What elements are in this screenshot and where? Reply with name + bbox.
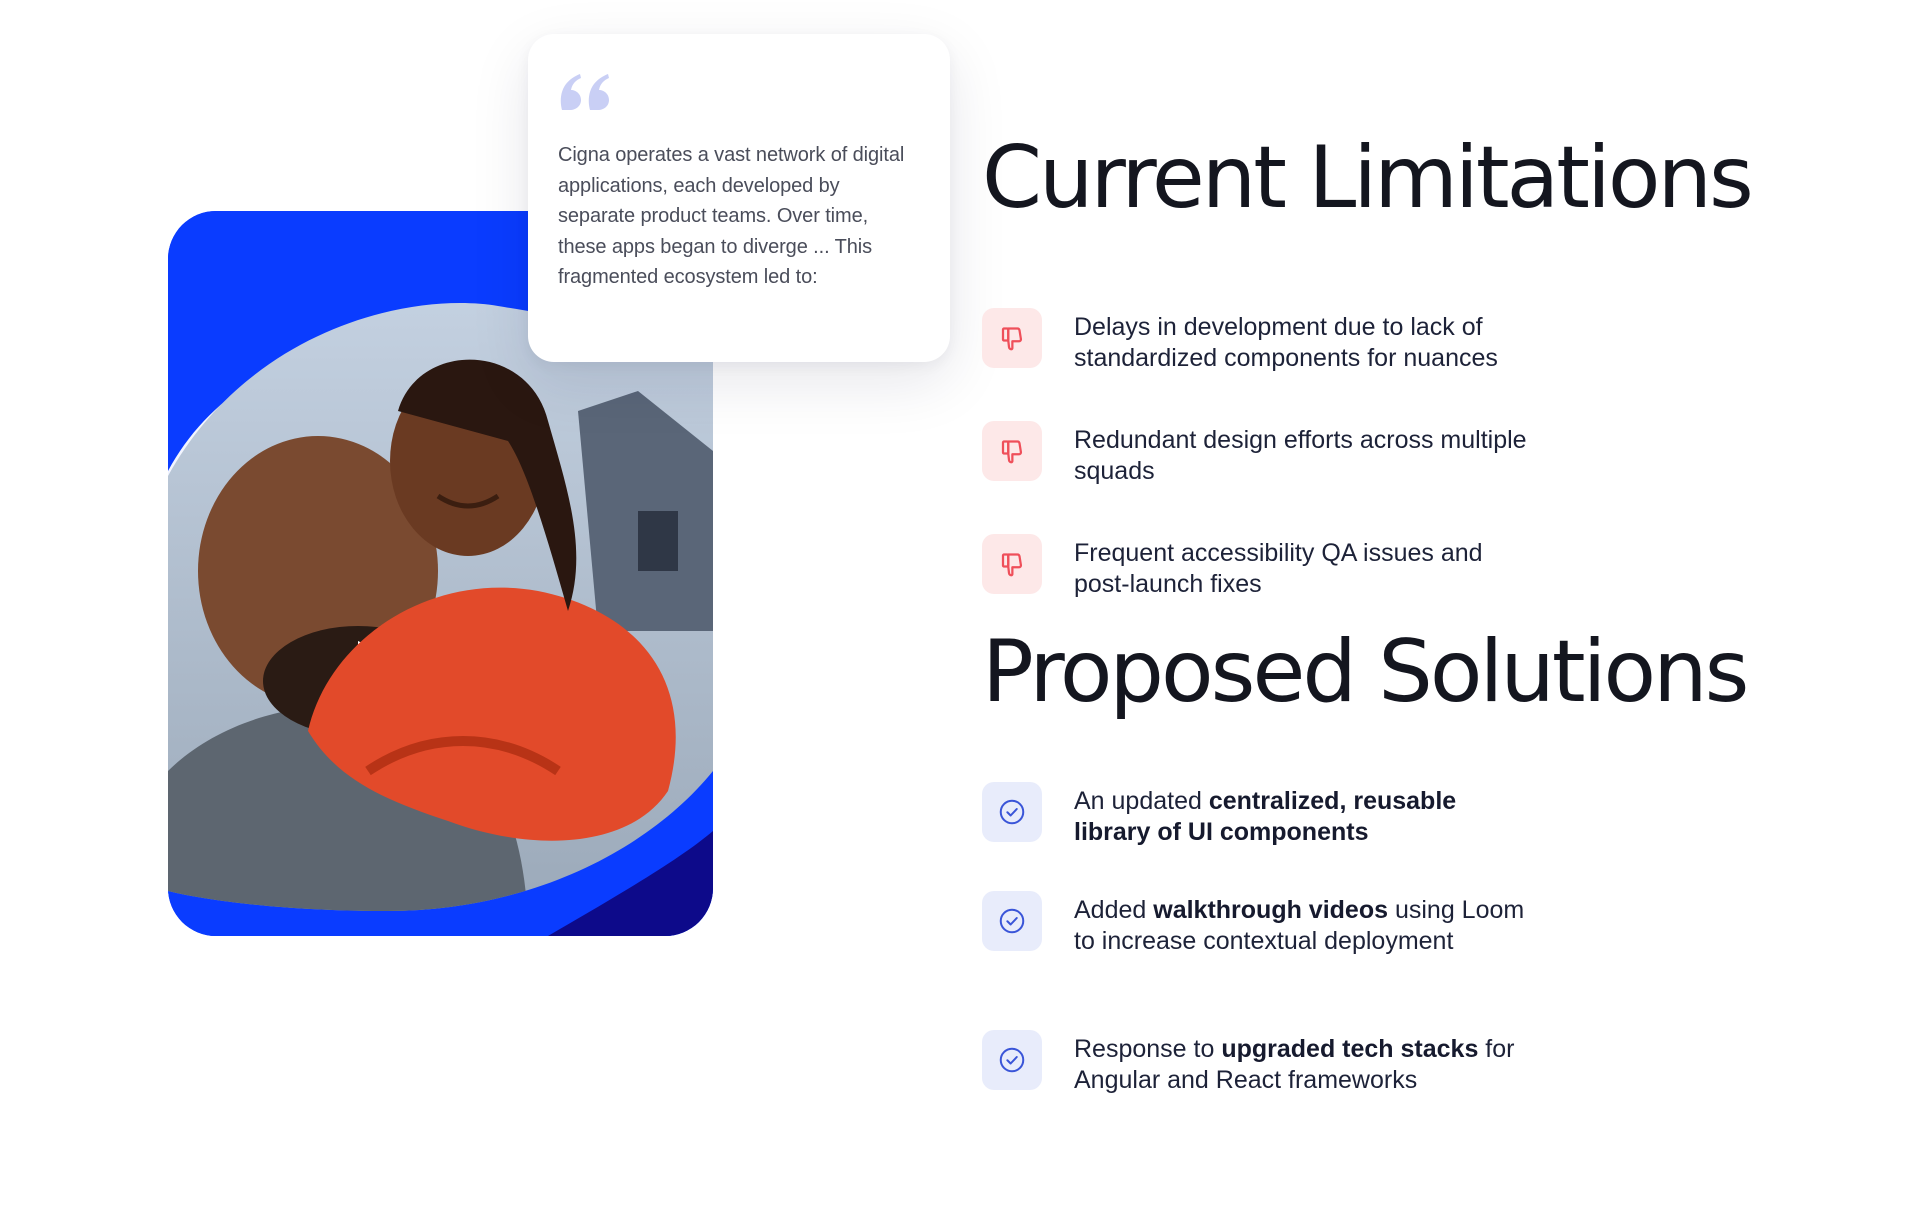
quote-text: Cigna operates a vast network of digital applications, each developed by separate product teams. Over time, these apps began to diverge ... This fragmented ecosystem led to: <box>558 144 905 288</box>
limitation-text: Redundant design efforts across multiple squads <box>1074 426 1527 485</box>
thumbs-down-icon <box>982 421 1042 481</box>
solution-text-pre: Response to <box>1074 1035 1222 1063</box>
solutions-heading: Proposed Solutions <box>982 622 1747 722</box>
solution-text-pre: An updated <box>1074 787 1209 815</box>
solution-item <box>982 891 1534 956</box>
solution-text-post: using Loom to increase contextual deployment <box>1074 896 1525 955</box>
solution-text-bold: walkthrough videos <box>1153 896 1389 924</box>
limitation-text: Delays in development due to lack of standardized components for nuances <box>1074 313 1498 372</box>
solution-item <box>982 1030 1534 1095</box>
limitations-heading: Current Limitations <box>982 128 1751 228</box>
thumbs-down-icon <box>982 534 1042 594</box>
check-circle-icon <box>982 891 1042 951</box>
thumbs-down-icon <box>982 308 1042 368</box>
solution-item <box>982 782 1534 847</box>
solution-text <box>1074 895 1534 956</box>
solution-text-bold: upgraded tech stacks <box>1221 1035 1479 1063</box>
check-circle-icon <box>982 782 1042 842</box>
check-circle-icon <box>982 1030 1042 1090</box>
limitation-text: Frequent accessibility QA issues and post-launch fixes <box>1074 539 1483 598</box>
limitation-item <box>982 534 1534 599</box>
solution-text-pre: Added <box>1074 896 1154 924</box>
solution-text <box>1074 786 1534 847</box>
limitation-item <box>982 421 1534 486</box>
solution-text-post: for Angular and React frameworks <box>1074 1035 1515 1094</box>
solution-text-bold: centralized, reusable library of UI components <box>1074 787 1457 846</box>
quote-icon <box>558 70 614 112</box>
solution-text <box>1074 1034 1534 1095</box>
quote-card <box>528 34 950 362</box>
limitation-item <box>982 308 1534 373</box>
